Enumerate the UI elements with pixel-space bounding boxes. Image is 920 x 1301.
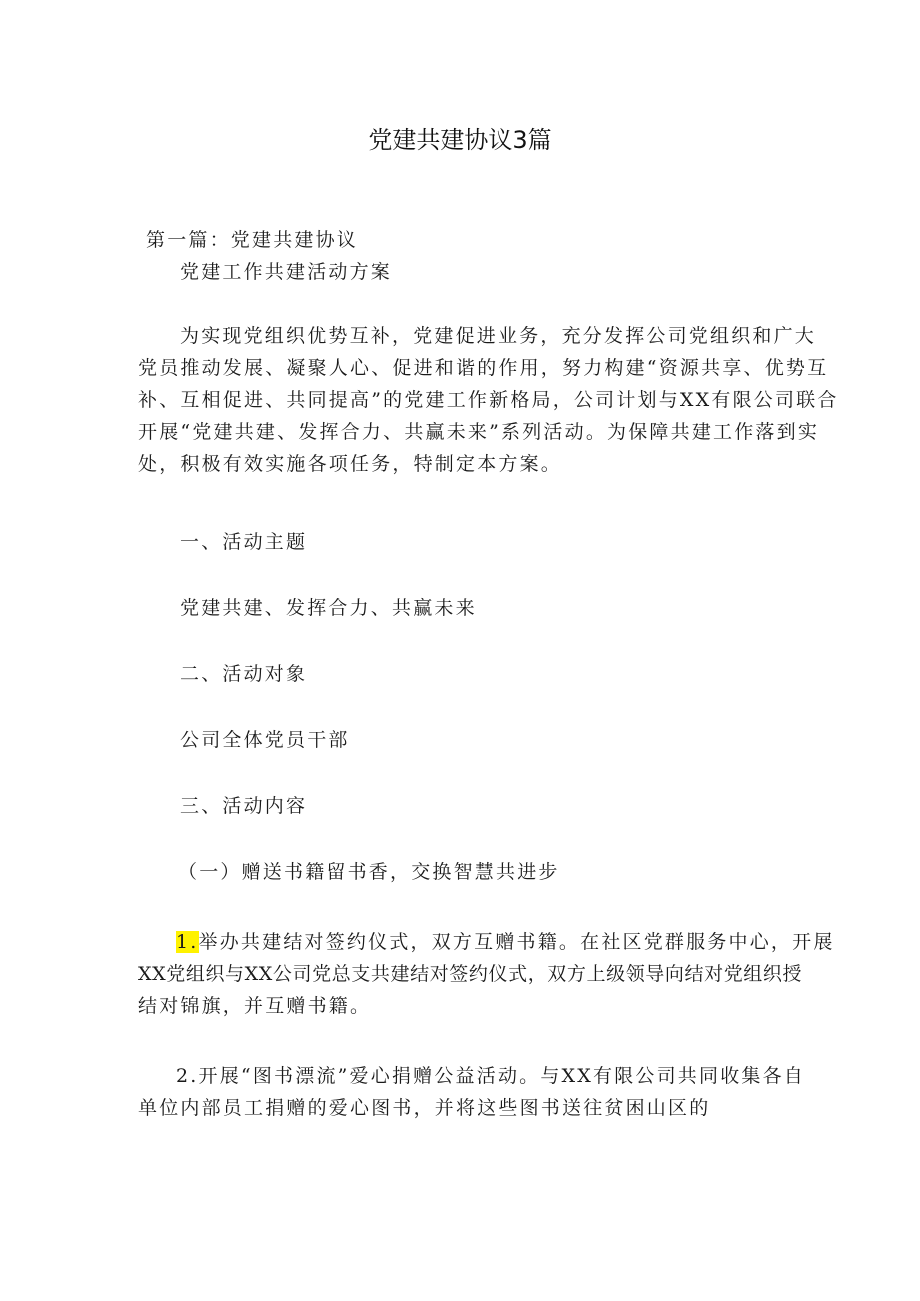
item-1-line: XX党组织与XX公司党总支共建结对签约仪式，双方上级领导向结对党组织授 <box>138 963 803 985</box>
heading-activity-target: 二、活动对象 <box>180 663 308 685</box>
item-2-line: 2.开展“图书漂流”爱心捐赠公益活动。与XX有限公司共同收集各自 <box>176 1065 806 1087</box>
section-heading: 第一篇：党建共建协议 <box>146 229 359 251</box>
intro-line: 开展“党建共建、发挥合力、共赢未来”系列活动。为保障共建工作落到实 <box>138 421 820 443</box>
sub-heading-books: （一）赠送书籍留书香，交换智慧共进步 <box>178 861 560 883</box>
intro-paragraph <box>138 320 839 480</box>
activity-theme-text: 党建共建、发挥合力、共赢未来 <box>180 597 477 619</box>
item-2-line: 单位内部员工捐赠的爱心图书，并将这些图书送往贫困山区的 <box>138 1097 711 1119</box>
heading-activity-content: 三、活动内容 <box>180 795 308 817</box>
item-2-paragraph <box>138 1060 806 1124</box>
document-title: 党建共建协议3篇 <box>368 126 552 154</box>
item-1-paragraph <box>138 926 835 1022</box>
heading-activity-theme: 一、活动主题 <box>180 531 308 553</box>
activity-target-text: 公司全体党员干部 <box>180 729 350 751</box>
intro-line: 为实现党组织优势互补，党建促进业务，充分发挥公司党组织和广大 <box>180 325 817 347</box>
item-1-text: 举办共建结对签约仪式，双方互赠书籍。在社区党群服务中心，开展 <box>198 931 835 953</box>
intro-line: 处，积极有效实施各项任务，特制定本方案。 <box>138 453 563 475</box>
plan-title: 党建工作共建活动方案 <box>180 261 393 283</box>
highlighted-number: 1. <box>176 931 199 953</box>
item-1-line: 结对锦旗，并互赠书籍。 <box>138 995 372 1017</box>
item-1-line <box>138 926 835 958</box>
intro-line: 补、互相促进、共同提高”的党建工作新格局，公司计划与XX有限公司联合 <box>138 389 839 411</box>
intro-line: 党员推动发展、凝聚人心、促进和谐的作用，努力构建“资源共享、优势互 <box>138 357 829 379</box>
